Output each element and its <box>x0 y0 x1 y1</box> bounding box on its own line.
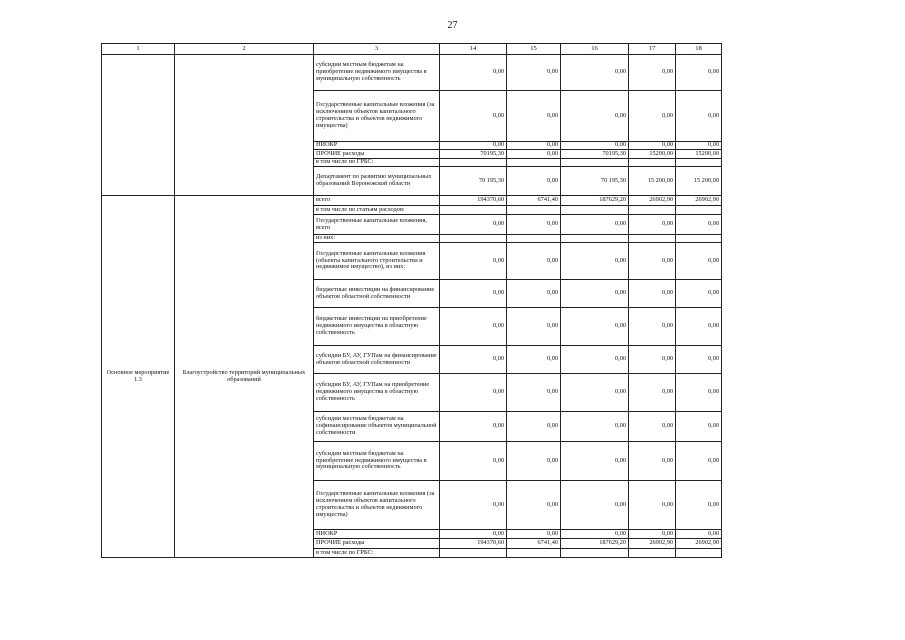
value-cell: 187629,20 <box>561 539 629 549</box>
value-cell: 0,00 <box>629 91 676 142</box>
value-cell <box>561 206 629 215</box>
value-cell <box>507 235 561 243</box>
value-cell: 0,00 <box>676 308 722 346</box>
value-cell: 0,00 <box>561 91 629 142</box>
column-number-row <box>102 44 722 55</box>
value-cell <box>629 235 676 243</box>
value-cell: 0,00 <box>440 215 507 235</box>
value-cell: 0,00 <box>507 530 561 539</box>
row-label: Департамент по развитию муниципальных образований Воронежской области <box>314 167 440 196</box>
page-number: 27 <box>447 20 458 31</box>
value-cell: 0,00 <box>440 91 507 142</box>
value-cell: 0,00 <box>440 412 507 442</box>
value-cell <box>561 549 629 558</box>
value-cell: 0,00 <box>676 442 722 481</box>
value-cell: 194370,60 <box>440 539 507 549</box>
column-header: 1 <box>102 44 175 55</box>
column-header: 17 <box>629 44 676 55</box>
event-title: Благоустройство территорий муниципальных образований <box>175 196 314 558</box>
row-label: из них: <box>314 235 440 243</box>
value-cell: 15200,00 <box>629 150 676 159</box>
value-cell <box>507 159 561 167</box>
value-cell: 0,00 <box>440 280 507 308</box>
row-label: бюджетные инвестиции на приобретение недвижимого имущества в областную собственность <box>314 308 440 346</box>
value-cell: 0,00 <box>561 374 629 412</box>
empty-code-cell <box>102 55 175 196</box>
value-cell: 0,00 <box>507 442 561 481</box>
value-cell: 194370,60 <box>440 196 507 206</box>
row-label: субсидии местным бюджетам на приобретение недвижимого имущества в муниципальную собственность <box>314 55 440 91</box>
value-cell <box>676 206 722 215</box>
value-cell: 0,00 <box>507 243 561 280</box>
column-header: 18 <box>676 44 722 55</box>
value-cell <box>561 235 629 243</box>
value-cell: 0,00 <box>440 346 507 374</box>
value-cell: 0,00 <box>561 412 629 442</box>
value-cell: 0,00 <box>561 530 629 539</box>
value-cell: 0,00 <box>561 142 629 150</box>
value-cell <box>507 549 561 558</box>
value-cell: 187629,20 <box>561 196 629 206</box>
value-cell: 0,00 <box>676 530 722 539</box>
value-cell <box>561 159 629 167</box>
row-label: субсидии местным бюджетам на софинансирование объектов муниципальной собственности <box>314 412 440 442</box>
row-label: в том числе по ГРБС: <box>314 549 440 558</box>
value-cell: 0,00 <box>440 243 507 280</box>
value-cell: 26902,90 <box>676 539 722 549</box>
row-label: субсидии БУ, АУ, ГУПам на финансирование объектов областной собственности <box>314 346 440 374</box>
column-header: 15 <box>507 44 561 55</box>
value-cell: 0,00 <box>561 215 629 235</box>
value-cell <box>676 549 722 558</box>
value-cell: 0,00 <box>440 530 507 539</box>
column-header: 16 <box>561 44 629 55</box>
value-cell: 0,00 <box>629 530 676 539</box>
value-cell: 6741,40 <box>507 539 561 549</box>
value-cell <box>629 159 676 167</box>
value-cell: 0,00 <box>507 280 561 308</box>
budget-table <box>101 43 722 558</box>
value-cell: 70195,30 <box>440 150 507 159</box>
value-cell: 0,00 <box>440 481 507 530</box>
row-label: в том числе по ГРБС: <box>314 159 440 167</box>
value-cell <box>507 206 561 215</box>
value-cell: 0,00 <box>629 481 676 530</box>
row-label: Государственные капитальные вложения (за исключением объектов капитального строительства и объектов недвижимого имущества) <box>314 481 440 530</box>
value-cell: 0,00 <box>561 243 629 280</box>
value-cell: 0,00 <box>507 374 561 412</box>
row-label: Государственные капитальные вложения (за исключением объектов капитального строительства и объектов недвижимого имущества) <box>314 91 440 142</box>
value-cell: 0,00 <box>676 91 722 142</box>
column-header: 14 <box>440 44 507 55</box>
value-cell: 0,00 <box>676 215 722 235</box>
value-cell: 0,00 <box>507 142 561 150</box>
value-cell: 0,00 <box>676 280 722 308</box>
value-cell: 0,00 <box>676 481 722 530</box>
value-cell: 0,00 <box>507 481 561 530</box>
value-cell: 0,00 <box>561 55 629 91</box>
value-cell: 0,00 <box>629 215 676 235</box>
table-row <box>102 196 722 206</box>
value-cell: 0,00 <box>507 91 561 142</box>
value-cell: 0,00 <box>629 346 676 374</box>
value-cell: 0,00 <box>507 346 561 374</box>
value-cell: 15200,00 <box>676 150 722 159</box>
row-label: Государственные капитальные вложения (объекты капитального строительства и недвижимое имущество), из них: <box>314 243 440 280</box>
row-label: НИОКР <box>314 142 440 150</box>
value-cell <box>676 235 722 243</box>
value-cell: 0,00 <box>676 374 722 412</box>
row-label: ПРОЧИЕ расходы <box>314 539 440 549</box>
value-cell: 0,00 <box>676 243 722 280</box>
value-cell: 0,00 <box>507 215 561 235</box>
value-cell: 0,00 <box>507 167 561 196</box>
event-code: Основное мероприятие 1.3 <box>102 196 175 558</box>
value-cell <box>440 159 507 167</box>
value-cell <box>440 549 507 558</box>
value-cell: 0,00 <box>676 412 722 442</box>
value-cell: 15 200,00 <box>629 167 676 196</box>
value-cell: 70 195,30 <box>561 167 629 196</box>
value-cell: 0,00 <box>629 142 676 150</box>
column-header: 2 <box>175 44 314 55</box>
value-cell <box>629 206 676 215</box>
value-cell: 15 200,00 <box>676 167 722 196</box>
row-label: субсидии БУ, АУ, ГУПам на приобретение недвижимого имущества в областную собственность <box>314 374 440 412</box>
row-label: ПРОЧИЕ расходы <box>314 150 440 159</box>
value-cell: 0,00 <box>507 150 561 159</box>
value-cell: 0,00 <box>629 243 676 280</box>
column-header: 3 <box>314 44 440 55</box>
table-row <box>102 55 722 91</box>
value-cell <box>676 159 722 167</box>
value-cell <box>440 235 507 243</box>
row-label: в том числе по статьям расходов: <box>314 206 440 215</box>
value-cell: 0,00 <box>561 308 629 346</box>
row-label: НИОКР <box>314 530 440 539</box>
value-cell: 0,00 <box>629 412 676 442</box>
row-label: субсидии местным бюджетам на приобретение недвижимого имущества в муниципальную собственность <box>314 442 440 481</box>
value-cell: 70195,30 <box>561 150 629 159</box>
value-cell: 26902,90 <box>676 196 722 206</box>
empty-title-cell <box>175 55 314 196</box>
value-cell: 0,00 <box>629 442 676 481</box>
value-cell: 0,00 <box>561 346 629 374</box>
value-cell: 0,00 <box>440 374 507 412</box>
value-cell: 0,00 <box>507 308 561 346</box>
value-cell: 0,00 <box>507 412 561 442</box>
value-cell: 0,00 <box>507 55 561 91</box>
value-cell: 70 195,30 <box>440 167 507 196</box>
value-cell: 26902,90 <box>629 196 676 206</box>
value-cell: 0,00 <box>561 481 629 530</box>
row-label: бюджетные инвестиции на финансирование объектов областной собственности <box>314 280 440 308</box>
value-cell: 0,00 <box>561 280 629 308</box>
value-cell: 0,00 <box>440 308 507 346</box>
value-cell <box>629 549 676 558</box>
value-cell: 0,00 <box>676 142 722 150</box>
value-cell: 0,00 <box>629 374 676 412</box>
value-cell: 0,00 <box>629 55 676 91</box>
value-cell: 0,00 <box>629 308 676 346</box>
value-cell: 0,00 <box>561 442 629 481</box>
value-cell: 0,00 <box>676 346 722 374</box>
value-cell: 0,00 <box>440 142 507 150</box>
value-cell: 0,00 <box>676 55 722 91</box>
row-label: всего <box>314 196 440 206</box>
row-label: Государственные капитальные вложения, всего <box>314 215 440 235</box>
value-cell <box>440 206 507 215</box>
value-cell: 0,00 <box>440 55 507 91</box>
value-cell: 0,00 <box>440 442 507 481</box>
value-cell: 26902,90 <box>629 539 676 549</box>
value-cell: 6741,40 <box>507 196 561 206</box>
value-cell: 0,00 <box>629 280 676 308</box>
